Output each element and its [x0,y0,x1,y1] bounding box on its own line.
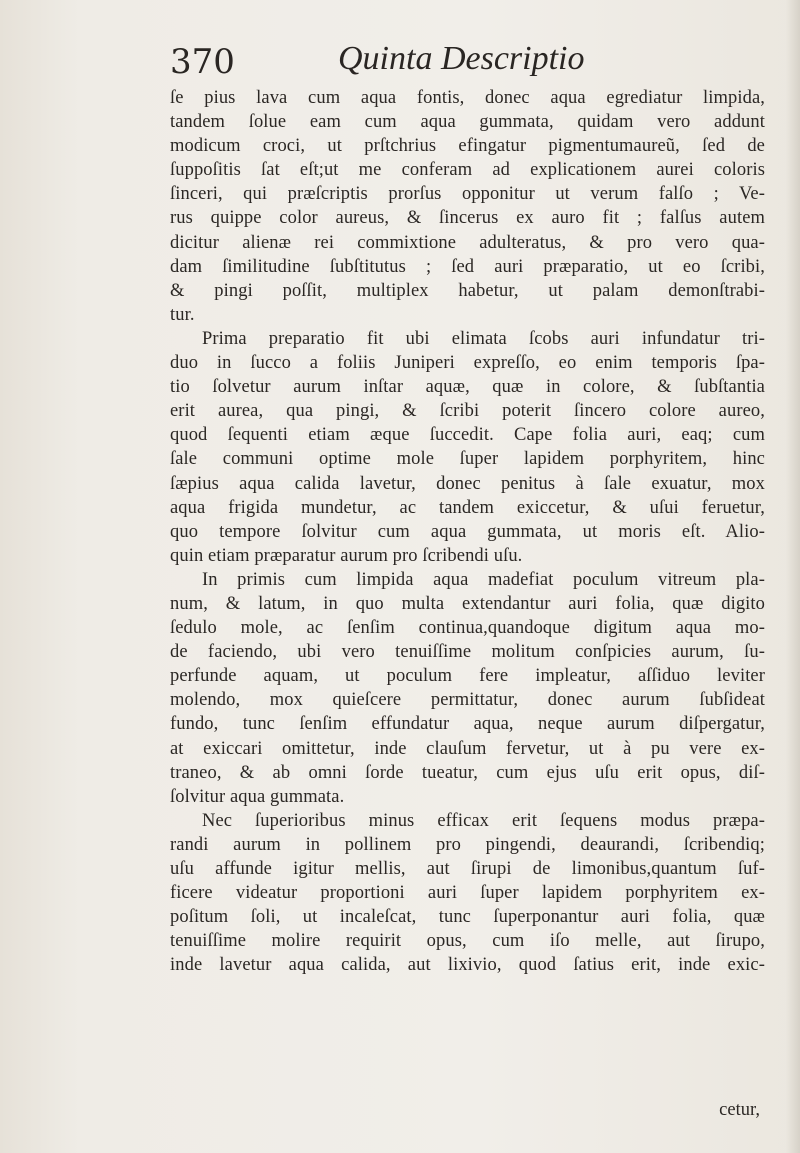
text-line: dicitur alienæ rei commixtione adulteratus, & pro vero qua- [170,232,765,253]
text-line: tandem ſolue eam cum aqua gummata, quidam vero addunt [170,112,765,133]
text-line: ſe pius lava cum aqua fontis, donec aqua egrediatur limpida, [170,88,765,108]
text-line: randi aurum in pollinem pro pingendi, deaurandi, ſcribendiq; [170,834,765,855]
text-line: ſale communi optime mole ſuper lapidem porphyritem, hinc [170,449,765,470]
text-line: uſu affunde igitur mellis, aut ſirupi de limonibus,quantum ſuf- [170,859,765,879]
text-line: traneo, & ab omni ſorde tueatur, cum ejus uſu erit opus, diſ- [170,762,765,783]
text-line: poſitum ſoli, ut incaleſcat, tunc ſuperponantur auri folia, quæ [170,907,765,928]
text-line: tenuiſſime molire requirit opus, cum iſo melle, aut ſirupo, [170,931,765,952]
text-line: de faciendo, ubi vero tenuiſſime molitum conſpicies aurum, ſu- [170,642,765,663]
text-line: ſuppoſitis ſat eſt;ut me conferam ad explicationem aurei coloris [170,160,765,181]
text-line: In primis cum limpida aqua madefiat poculum vitreum pla- [202,569,765,590]
text-line: Prima preparatio fit ubi elimata ſcobs auri infundatur tri- [202,328,765,349]
text-line: Nec ſuperioribus minus efficax erit ſequens modus præpa- [202,810,765,831]
text-line: molendo, mox quieſcere permittatur, donec aurum ſubſideat [170,690,765,711]
page-gutter-shadow [786,0,800,1153]
text-line: dam ſimilitudine ſubſtitutus ; ſed auri præparatio, ut eo ſcribi, [170,256,765,277]
text-line: rus quippe color aureus, & ſincerus ex auro fit ; falſus autem [170,208,765,229]
text-line: quod ſequenti etiam æque ſuccedit. Cape folia auri, eaq; cum [170,425,765,446]
text-line: ficere videatur proportioni auri ſuper lapidem porphyritem ex- [170,883,765,904]
text-line: modicum croci, ut prſtchrius efingatur pigmentumaureũ, ſed de [170,136,765,157]
text-line: ſolvitur aqua gummata. [170,786,345,807]
text-line: ſæpius aqua calida lavetur, donec penitus à ſale exuatur, mox [170,473,765,494]
text-line: at exiccari omittetur, inde clauſum fervetur, ut à pu vere ex- [170,738,765,759]
text-line: quo tempore ſolvitur cum aqua gummata, ut moris eſt. Alio- [170,521,765,542]
page-header [170,38,760,88]
text-line: duo in ſucco a foliis Juniperi expreſſo, eo enim temporis ſpa- [170,353,765,374]
text-line: inde lavetur aqua calida, aut lixivio, quod ſatius erit, inde exic- [170,955,765,976]
text-line: num, & latum, in quo multa extendantur auri folia, quæ digito [170,593,765,614]
text-line: ſedulo mole, ac ſenſim continua,quandoque digitum aqua mo- [170,618,765,639]
text-line: erit aurea, qua pingi, & ſcribi poterit ſincero colore aureo, [170,401,765,422]
text-line: quin etiam præparatur aurum pro ſcribendi uſu. [170,545,523,566]
text-line: aqua frigida mundetur, ac tandem exiccetur, & uſui feruetur, [170,497,765,518]
body-text [170,86,765,977]
text-line: tio ſolvetur aurum inſtar aquæ, quæ in colore, & ſubſtantia [170,377,765,398]
text-line: tur. [170,304,195,325]
text-line: ſinceri, qui præſcriptis prorſus opponitur ut verum falſo ; Ve- [170,184,765,205]
running-title: Quinta Descriptio [338,40,585,77]
text-line: fundo, tunc ſenſim effundatur aqua, neque aurum diſpergatur, [170,714,765,735]
page-number: 370 [170,42,235,82]
text-line: perfunde aquam, ut poculum fere impleatur, aſſiduo leviter [170,666,765,687]
text-line: & pingi poſſit, multiplex habetur, ut palam demonſtrabi- [170,280,765,301]
catchword: cetur, [719,1100,760,1120]
